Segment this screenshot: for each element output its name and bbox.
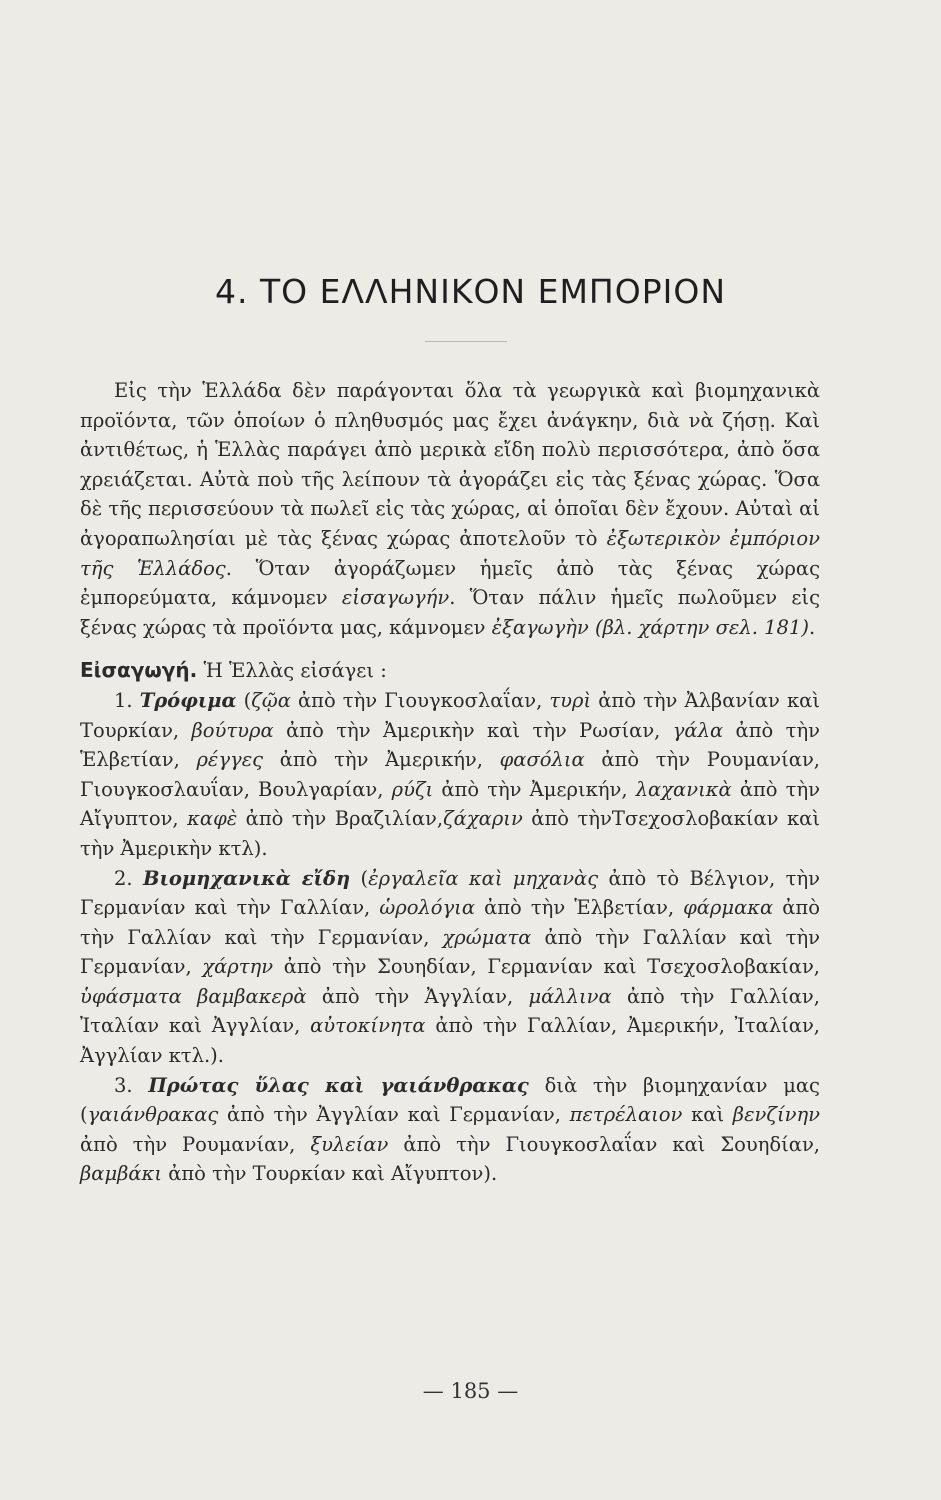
item-number: 3. <box>114 1073 149 1097</box>
intro-text-7: . <box>808 615 816 639</box>
item-term: λαχανικὰ <box>635 777 732 801</box>
item-text: ἀπὸ τὴν Ἑλβετίαν, <box>475 896 684 920</box>
item-text: ἀπὸ τὴν Γαλλίαν, Ἰταλίαν καὶ Ἀγγλίαν, <box>80 984 820 1038</box>
item-term: ξυλείαν <box>310 1132 389 1156</box>
import-item-food <box>80 686 820 864</box>
item-text: διὰ τὴν βιομηχανίαν μας ( <box>80 1073 820 1127</box>
item-term: πετρέλαιον <box>569 1103 683 1127</box>
imports-label: Εἰσαγωγή. <box>80 658 198 683</box>
item-term: ρύζι <box>391 777 434 801</box>
spacer <box>80 642 820 656</box>
item-term: ζῷα <box>251 688 291 712</box>
item-term: βούτυρα <box>191 718 274 742</box>
item-term: χάρτην <box>202 955 274 979</box>
intro-text-5: . Ὅταν πάλιν ἡμεῖς πωλοῦμεν εἰς ξένας χώρας τὰ προϊόντα μας, κάμνομεν <box>80 586 820 639</box>
item-text: ἀπὸ τὴν Ἀμερικήν, <box>433 777 636 801</box>
item-text: ἀπὸ τὴν Ρουμανίαν, Γιουγκοσλαυΐαν, Βουλγαρίαν, <box>80 748 821 801</box>
page-number: — 185 — <box>422 1379 519 1403</box>
item-text: ἀπὸ τὴν Ἑλβετίαν, <box>80 718 820 772</box>
item-heading: Τρόφιμα <box>139 688 237 712</box>
item-text: ἀπὸ τὴν Γαλλίαν καὶ τὴν Γερμανίαν, <box>80 896 820 949</box>
item-term: βενζίνην <box>732 1103 820 1127</box>
item-term: φασόλια <box>499 748 585 772</box>
item-text: ἀπὸ τὴν Ἀμερικήν, <box>263 748 500 772</box>
item-term: ζάχαριν <box>443 807 523 831</box>
item-term: χρώματα <box>442 925 532 949</box>
item-term: τυρὶ <box>549 688 592 712</box>
item-text: ἀπὸ τὴνΤσεχοσλοβακίαν καὶ τὴν Ἀμερικὴν κτλ). <box>80 807 820 860</box>
item-term: αὐτοκίνητα <box>310 1014 426 1038</box>
item-text: ἀπὸ τὴν Ἀγγλίαν καὶ Γερμανίαν, <box>218 1103 570 1127</box>
item-term: φάρμακα <box>683 896 774 920</box>
item-term: ἐργαλεῖα καὶ μηχανὰς <box>368 866 599 890</box>
import-item-raw-materials <box>80 1071 820 1189</box>
body-text <box>80 376 820 1189</box>
item-term: μάλλινα <box>528 984 612 1008</box>
item-number: 1. <box>114 688 140 712</box>
imports-heading-line <box>80 656 820 686</box>
item-heading: Βιομηχανικὰ εἴδη <box>142 866 351 890</box>
intro-term-import: εἰσαγωγήν <box>341 586 450 610</box>
intro-paragraph <box>80 376 820 642</box>
heading-rule <box>425 341 507 342</box>
item-term: ὑφάσματα βαμβακερὰ <box>80 984 307 1008</box>
item-text: ἀπὸ τὴν Ἀλβανίαν καὶ Τουρκίαν, <box>80 688 820 742</box>
item-term: ρέγγες <box>196 748 264 772</box>
intro-text-1: Εἰς τὴν Ἑλλάδα δὲν παράγονται ὅλα τὰ γεωργικὰ καὶ βιομηχανικὰ προϊόντα, τῶν ὁποίων ὁ πληθυσμός μας ἔχει ἀνάγκην, διὰ νὰ ζήσῃ. Καὶ ἀντιθέτως, ἡ Ἑλλὰς παράγει ἀπὸ μερικὰ εἴδη πολὺ περισσότερα, ἀπὸ ὅσα χρειάζεται. Αὐτὰ ποὺ τῆς λείπουν τὰ ἀγοράζει εἰς τὰς ξένας χώρας. Ὅσα δὲ τῆς περισσεύουν τὰ πωλεῖ εἰς τὰς χώρας, αἱ ὁποῖαι δὲν ἔχουν. Αὐταὶ αἱ ἀγοραπωλησίαι μὲ τὰς ξένας χώρας ἀποτελοῦν τὸ <box>80 379 820 550</box>
item-term: βαμβάκι <box>80 1162 162 1186</box>
item-term: γάλα <box>672 718 724 742</box>
item-text: ἀπὸ τὴν Τουρκίαν καὶ Αἴγυπτον). <box>162 1162 498 1186</box>
item-text: ἀπὸ τὴν Βραζιλίαν, <box>237 807 444 831</box>
item-number: 2. <box>114 866 143 890</box>
item-term: γαιάνθρακας <box>87 1103 219 1127</box>
item-text: ἀπὸ τὴν Ἀγγλίαν, <box>306 984 529 1008</box>
item-text: καὶ <box>682 1103 733 1127</box>
item-text: ( <box>350 866 369 890</box>
import-item-industrial <box>80 864 820 1071</box>
item-text: ἀπὸ τὸ Βέλγιον, τὴν Γερμανίαν καὶ τὴν Γαλλίαν, <box>80 866 821 920</box>
item-text: ἀπὸ τὴν Ρουμανίαν, <box>80 1132 311 1156</box>
item-text: ( <box>236 688 252 712</box>
item-text: ἀπὸ τὴν Γιουγκοσλαΐαν καὶ Σουηδίαν, <box>388 1132 820 1156</box>
item-text: ἀπὸ τὴν Γαλλίαν καὶ τὴν Γερμανίαν, <box>80 925 821 979</box>
intro-term-export: ἐξαγωγὴν (βλ. χάρτην σελ. 181) <box>491 615 809 639</box>
item-term: ὡρολόγια <box>379 896 475 920</box>
item-text: ἀπὸ τὴν Αἴγυπτον, <box>80 777 821 831</box>
item-term: καφὲ <box>187 807 238 831</box>
item-text: ἀπὸ τὴν Γαλλίαν, Ἀμερικήν, Ἰταλίαν, Ἀγγλίαν κτλ.). <box>80 1014 821 1068</box>
item-text: ἀπὸ τὴν Σουηδίαν, Γερμανίαν καὶ Τσεχοσλοβακίαν, <box>273 955 820 979</box>
item-heading: Πρώτας ὕλας καὶ γαιάνθρακας <box>148 1073 529 1097</box>
item-text: ἀπὸ τὴν Γιουγκοσλαΐαν, <box>290 688 550 712</box>
imports-lead: Ἡ Ἑλλὰς εἰσάγει : <box>197 659 387 683</box>
intro-text-3: . Ὅταν ἀγοράζωμεν ἡμεῖς ἀπὸ τὰς ξένας χώρας ἐμπορεύματα, κάμνομεν <box>80 556 820 610</box>
chapter-heading: 4. ΤΟ ΕΛΛΗΝΙΚΟΝ ΕΜΠΟΡΙΟΝ <box>214 272 727 311</box>
item-text: ἀπὸ τὴν Ἀμερικὴν καὶ τὴν Ρωσίαν, <box>273 718 673 742</box>
intro-term-foreign-trade: ἐξωτερικὸν ἐμπόριον τῆς Ἑλλάδος <box>80 526 820 580</box>
